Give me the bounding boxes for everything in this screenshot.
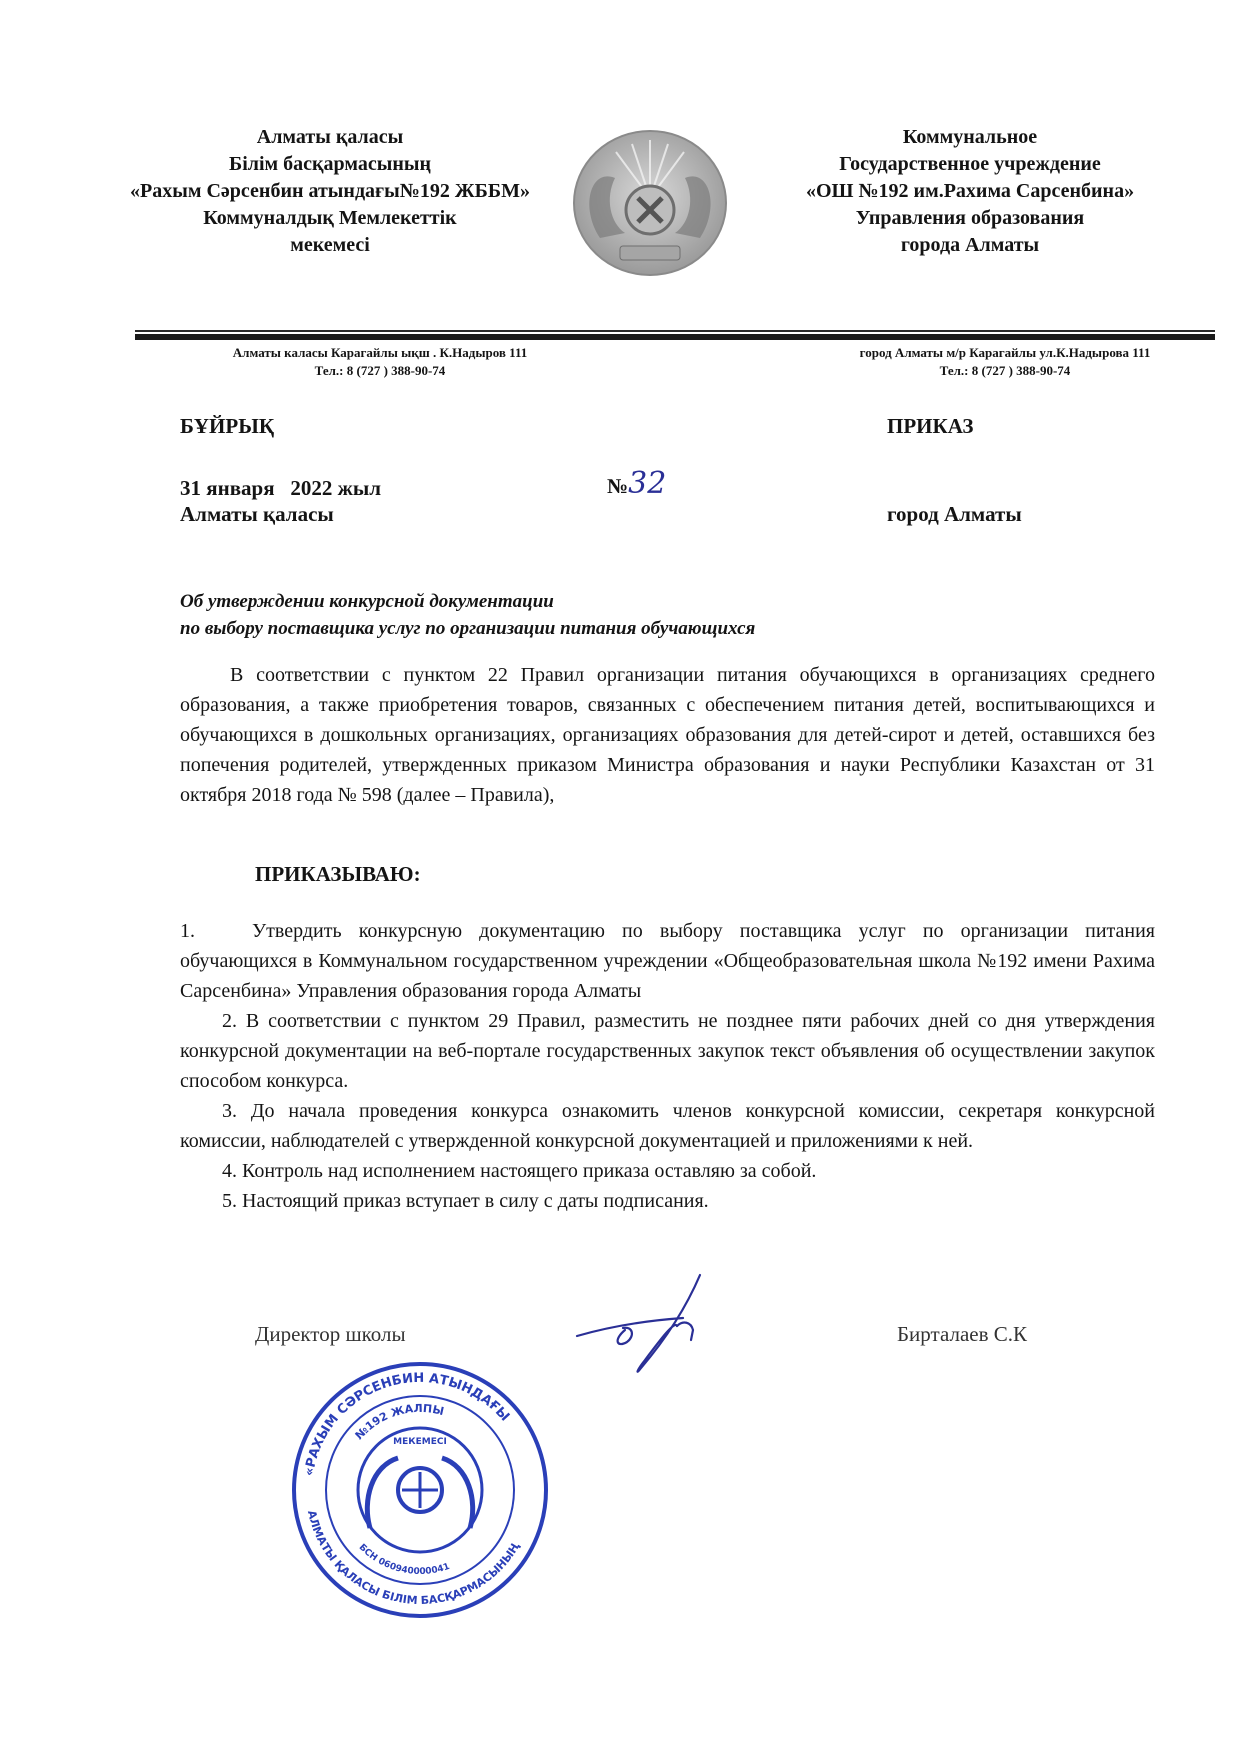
order-title-kazakh: БҰЙРЫҚ (180, 414, 275, 438)
handwritten-signature-icon (560, 1270, 730, 1400)
header-right-line: Управления образования (855, 207, 1085, 229)
item-text: В соответствии с пунктом 29 Правил, разместить не позднее пяти рабочих дней со дня утверждения конкурсной документации на веб-портале государственных закупок текст объявления об осуществлении закупок способом конкурса. (180, 1010, 1156, 1092)
order-date: 31 января 2022 жыл (180, 476, 381, 500)
header-left-line: Коммуналдық Мемлекеттік (203, 207, 457, 229)
header-right-line: Государственное учреждение (839, 153, 1101, 175)
item-text: Контроль над исполнением настоящего приказа оставляю за собой. (242, 1160, 817, 1182)
order-title-russian: ПРИКАЗ (887, 414, 974, 438)
signatory-role: Директор школы (255, 1322, 406, 1346)
order-item (180, 916, 1155, 1006)
stamp-ring-text: «РАХЫМ СӘРСЕНБИН АТЫНДАҒЫ (301, 1370, 513, 1478)
number-sign: № (607, 474, 629, 498)
city-russian: город Алматы (887, 502, 1022, 526)
item-text: До начала проведения конкурса ознакомить членов конкурсной комиссии, секретаря конкурсной комиссии, наблюдателей с утвержденной конкурсной документацией и приложениями к ней. (180, 1100, 1155, 1152)
item-number: 4. (222, 1160, 237, 1182)
order-subject (180, 588, 755, 642)
header-divider-thin (135, 330, 1215, 332)
item-number: 1. (180, 920, 195, 942)
header-right-line: города Алматы (900, 234, 1040, 256)
order-number (607, 466, 666, 501)
header-left-line: «Рахым Сәрсенбин атындағы№192 ЖББМ» (130, 180, 530, 202)
header-right-line: «ОШ №192 им.Рахима Сарсенбина» (805, 180, 1135, 202)
stamp-ring-text-bottom: АЛМАТЫ ҚАЛАСЫ БІЛІМ БАСҚАРМАСЫНЫҢ (305, 1509, 523, 1608)
item-text: Настоящий приказ вступает в силу с даты подписания. (242, 1190, 709, 1212)
stamp-mid-text: МЕКЕМЕСІ (393, 1437, 447, 1447)
phone-line: Тел.: 8 (727 ) 388-90-74 (314, 363, 446, 378)
order-directive-heading: ПРИКАЗЫВАЮ: (255, 862, 421, 886)
header-right-line: Коммунальное (902, 126, 1038, 148)
address-line: Алматы каласы Карагайлы ықш . К.Надыров 111 (232, 345, 528, 360)
header-left-line: мекемесі (290, 234, 370, 256)
item-text: Утвердить конкурсную документацию по выбору поставщика услуг по организации питания обучающихся в Коммунальном государственном учреждении «Общеобразовательная школа №192 имени Рахима Сарсенбина» Управления образования города Алматы (180, 920, 1155, 1002)
order-item (180, 1186, 1155, 1216)
preamble-paragraph: В соответствии с пунктом 22 Правил организации питания обучающихся в организациях среднего образования, а также приобретения товаров, связанных с обеспечением питания детей, воспитывающихся и обучающихся в дошкольных организациях, организациях образования для детей-сирот и детей, оставшихся без попечения родителей, утвержденных приказом Министра образования и науки Республики Казахстан от 31 октября 2018 года № 598 (далее – Правила), (180, 664, 1155, 806)
item-number: 3. (222, 1100, 237, 1122)
address-kazakh (150, 344, 610, 380)
subject-line: по выбору поставщика услуг по организации питания обучающихся (180, 618, 756, 639)
header-kazakh-org-name (100, 124, 560, 259)
address-russian (790, 344, 1220, 380)
item-number: 5. (222, 1190, 237, 1212)
header-left-line: Алматы қаласы (256, 126, 404, 148)
address-line: город Алматы м/р Карагайлы ул.К.Надырова 111 (859, 345, 1151, 360)
svg-text:«РАХЫМ СӘРСЕНБИН АТЫНДАҒЫ (302, 1371, 512, 1477)
phone-line: Тел.: 8 (727 ) 388-90-74 (939, 363, 1071, 378)
official-stamp-icon (290, 1360, 550, 1620)
header-russian-org-name (750, 124, 1190, 259)
state-emblem-icon (570, 128, 730, 278)
subject-line: Об утверждении конкурсной документации (180, 591, 554, 612)
order-item (180, 1156, 1155, 1186)
stamp-inner-text: №192 ЖАЛПЫ (352, 1401, 446, 1443)
stamp-bin-text: БСН 060940000041 (356, 1542, 452, 1578)
order-items-list (180, 916, 1155, 1216)
order-item (180, 1096, 1155, 1156)
city-kazakh: Алматы қаласы (180, 502, 334, 526)
signatory-name: Бирталаев С.К (897, 1322, 1028, 1346)
order-item (180, 1006, 1155, 1096)
order-number-handwritten: 32 (628, 466, 667, 501)
header-divider-thick (135, 334, 1215, 340)
item-number: 2. (222, 1010, 237, 1032)
header-left-line: Білім басқармасының (228, 153, 432, 175)
svg-text:БСН 060940000041 (357, 1543, 452, 1577)
